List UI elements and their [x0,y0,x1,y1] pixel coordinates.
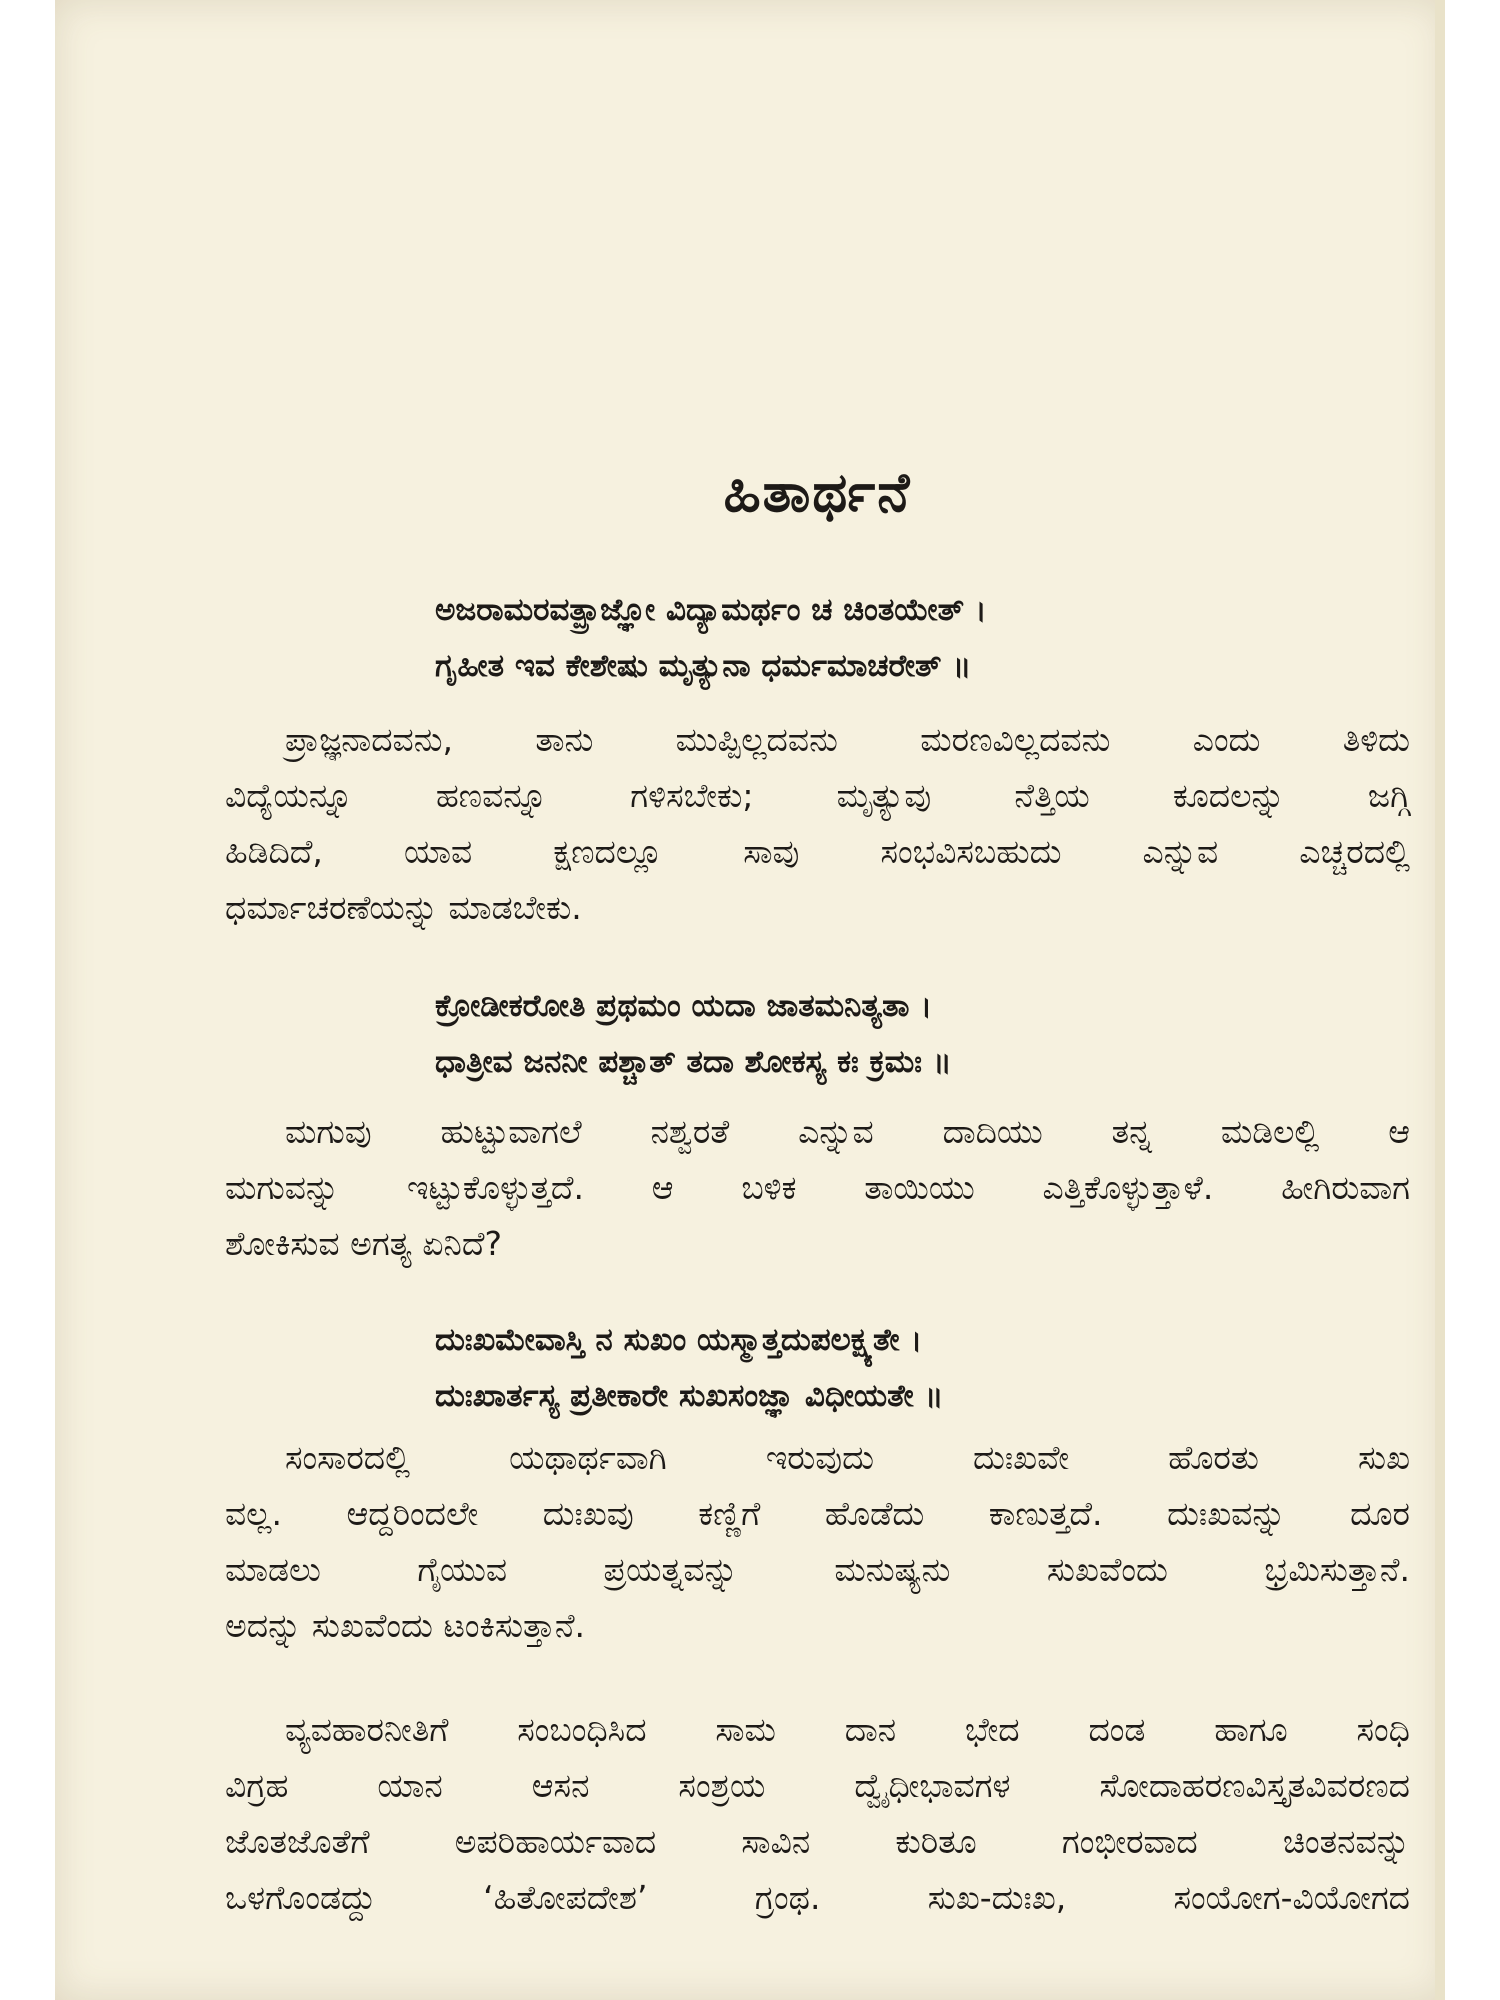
paragraph-3-line-2: ವಲ್ಲ. ಆದ್ದರಿಂದಲೇ ದುಃಖವು ಕಣ್ಣಿಗೆ ಹೊಡೆದು ಕಾಣುತ್ತದೆ. ದುಃಖವನ್ನು ದೂರ [225,1494,1410,1533]
paragraph-3-line-3: ಮಾಡಲು ಗೈಯುವ ಪ್ರಯತ್ನವನ್ನು ಮನುಷ್ಯನು ಸುಖವೆಂದು ಭ್ರಮಿಸುತ್ತಾನೆ. [225,1550,1410,1589]
paragraph-1-line-4: ಧರ್ಮಾಚರಣೆಯನ್ನು ಮಾಡಬೇಕು. [225,888,582,927]
paragraph-2-line-1: ಮಗುವು ಹುಟ್ಟುವಾಗಲೆ ನಶ್ವರತೆ ಎನ್ನುವ ದಾದಿಯು ತನ್ನ ಮಡಿಲಲ್ಲಿ ಆ [285,1112,1410,1151]
paragraph-4-line-1: ವ್ಯವಹಾರನೀತಿಗೆ ಸಂಬಂಧಿಸಿದ ಸಾಮ ದಾನ ಭೇದ ದಂಡ ಹಾಗೂ ಸಂಧಿ [285,1710,1410,1749]
paragraph-4-line-3: ಜೊತಜೊತೆಗೆ ಅಪರಿಹಾರ್ಯವಾದ ಸಾವಿನ ಕುರಿತೂ ಗಂಭೀರವಾದ ಚಿಂತನವನ್ನು [225,1822,1410,1861]
paragraph-4-line-4: ಒಳಗೊಂಡದ್ದು ‘ಹಿತೋಪದೇಶ’ ಗ್ರಂಥ. ಸುಖ-ದುಃಖ, ಸಂಯೋಗ-ವಿಯೋಗದ [225,1878,1410,1917]
page-title: ಹಿತಾರ್ಥನೆ [723,461,912,524]
verse-1 [435,582,1415,694]
paragraph-2-line-2: ಮಗುವನ್ನು ಇಟ್ಟುಕೊಳ್ಳುತ್ತದೆ. ಆ ಬಳಿಕ ತಾಯಿಯು ಎತ್ತಿಕೊಳ್ಳುತ್ತಾಳೆ. ಹೀಗಿರುವಾಗ [225,1168,1410,1207]
paragraph-1 [225,712,1410,936]
paragraph-3-line-4: ಅದನ್ನು ಸುಖವೆಂದು ಟಂಕಿಸುತ್ತಾನೆ. [225,1606,586,1645]
paragraph-4-line-2: ವಿಗ್ರಹ ಯಾನ ಆಸನ ಸಂಶ್ರಯ ದ್ವೈಧೀಭಾವಗಳ ಸೋದಾಹರಣವಿಸ್ತೃತವಿವರಣದ [225,1766,1410,1805]
verse-3-line-2: ದುಃಖಾರ್ತಸ್ಯ ಪ್ರತೀಕಾರೇ ಸುಖಸಂಜ್ಞಾ ವಿಧೀಯತೇ ॥ [435,1378,944,1414]
paragraph-1-line-1: ಪ್ರಾಜ್ಞನಾದವನು, ತಾನು ಮುಪ್ಪಿಲ್ಲದವನು ಮರಣವಿಲ್ಲದವನು ಎಂದು ತಿಳಿದು [285,720,1410,759]
page-edge [1435,0,1445,2000]
verse-3 [435,1312,1415,1424]
paragraph-2-line-3: ಶೋಕಿಸುವ ಅಗತ್ಯ ಏನಿದೆ? [225,1224,503,1263]
paragraph-1-line-2: ವಿದ್ಯೆಯನ್ನೂ ಹಣವನ್ನೂ ಗಳಿಸಬೇಕು; ಮೃತ್ಯುವು ನೆತ್ತಿಯ ಕೂದಲನ್ನು ಜಗ್ಗಿ [225,776,1410,815]
verse-3-line-1: ದುಃಖಮೇವಾಸ್ತಿ ನ ಸುಖಂ ಯಸ್ಮಾತ್ತದುಪಲಕ್ಷ್ಯತೇ । [435,1322,923,1358]
paragraph-3-line-1: ಸಂಸಾರದಲ್ಲಿ ಯಥಾರ್ಥವಾಗಿ ಇರುವುದು ದುಃಖವೇ ಹೊರತು ಸುಖ [285,1438,1410,1477]
paragraph-1-line-3: ಹಿಡಿದಿದೆ, ಯಾವ ಕ್ಷಣದಲ್ಲೂ ಸಾವು ಸಂಭವಿಸಬಹುದು ಎನ್ನುವ ಎಚ್ಚರದಲ್ಲಿ [225,832,1410,871]
verse-2-line-2: ಧಾತ್ರೀವ ಜನನೀ ಪಶ್ಚಾತ್ ತದಾ ಶೋಕಸ್ಯ ಕಃ ಕ್ರಮಃ ॥ [435,1044,952,1080]
verse-2-line-1: ಕ್ರೋಡೀಕರೋತಿ ಪ್ರಥಮಂ ಯದಾ ಜಾತಮನಿತ್ಯತಾ । [435,988,933,1024]
paragraph-2 [225,1104,1410,1272]
verse-1-line-2: ಗೃಹೀತ ಇವ ಕೇಶೇಷು ಮೃತ್ಯುನಾ ಧರ್ಮಮಾಚರೇತ್ ॥ [435,648,972,684]
verse-1-line-1: ಅಜರಾಮರವತ್ಪ್ರಾಜ್ಞೋ ವಿದ್ಯಾಮರ್ಥಂ ಚ ಚಿಂತಯೇತ್ । [435,592,987,628]
paragraph-4 [225,1702,1410,1926]
book-page [55,0,1445,2000]
paragraph-3 [225,1430,1410,1654]
verse-2 [435,978,1415,1090]
